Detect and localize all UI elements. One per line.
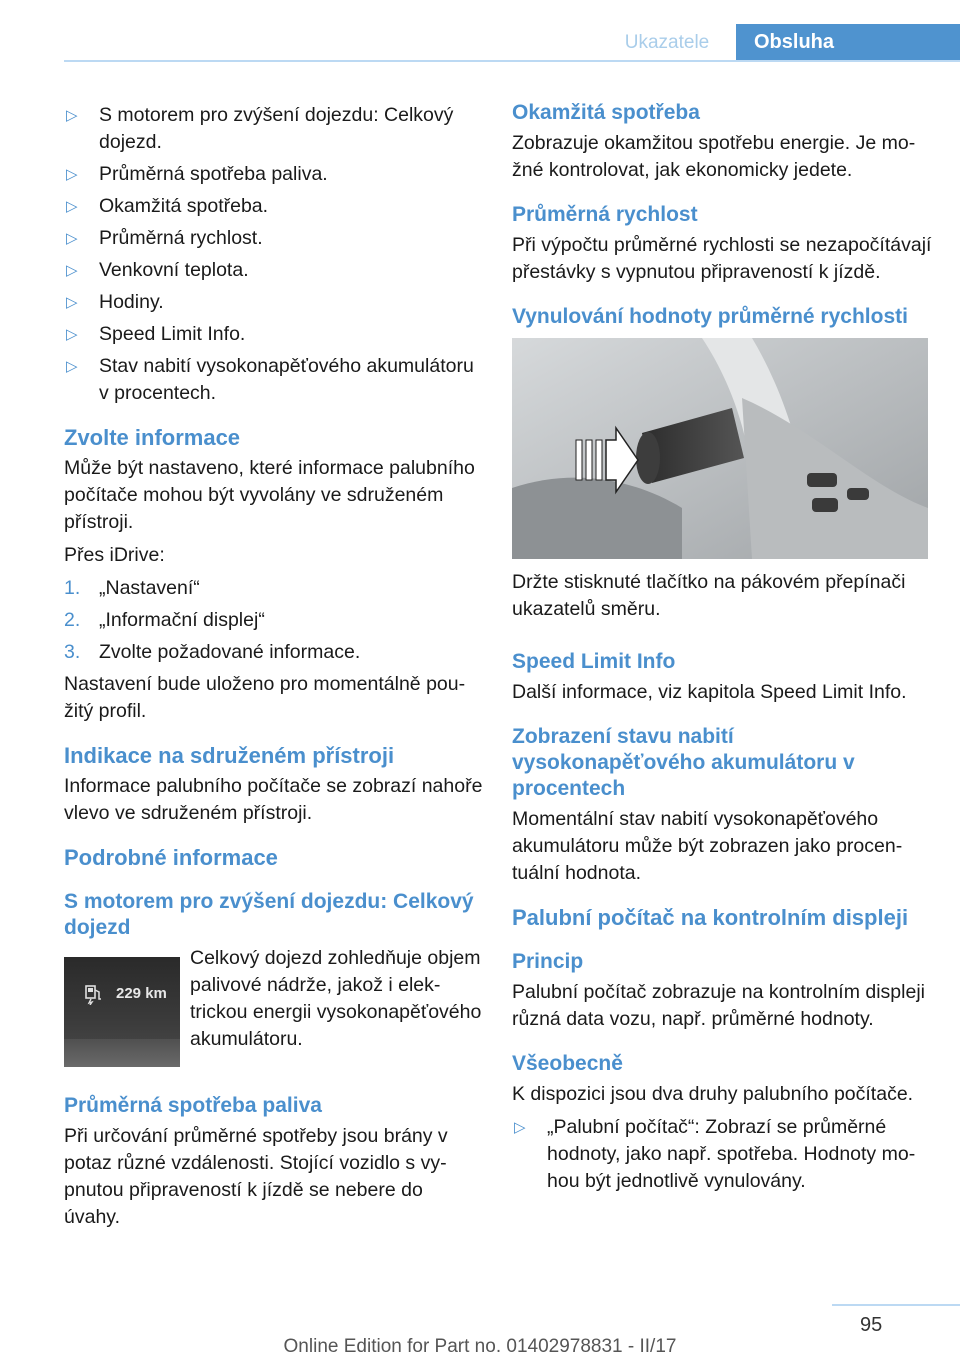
paragraph: Informace palubního počítače se zobrazí nahoře vlevo ve sdruženém přístroji. <box>64 775 483 824</box>
range-display-image <box>64 957 180 1067</box>
paragraph: Celkový dojezd zohledňuje objem palivové nádrže, jakož i elektrickou energii vysokonapěťového akumulátoru. <box>190 947 482 1050</box>
list-item: ▷ Průměrná rychlost. <box>64 225 484 252</box>
steps-list <box>64 575 484 666</box>
heading-podrobne-informace: Podrobné informace <box>64 845 278 870</box>
triangle-bullet-icon: ▷ <box>66 230 78 247</box>
edition-footer: Online Edition for Part no. 01402978831 - II/17 <box>283 1336 677 1357</box>
heading-indikace: Indikace na sdruženém přístroji <box>64 743 395 768</box>
list-item: ▷ Venkovní teplota. <box>64 257 484 284</box>
left-column <box>64 102 484 1237</box>
triangle-bullet-icon: ▷ <box>66 326 78 343</box>
triangle-bullet-icon: ▷ <box>66 107 78 124</box>
step-item: 2. „Informační displej“ <box>64 609 265 631</box>
list-item: ▷ Okamžitá spotřeba. <box>64 193 484 220</box>
display-strip <box>64 1039 180 1067</box>
paragraph: Palubní počítač zobrazuje na kontrolním displeji různá data vozu, např. průměrné hodnoty. <box>512 981 925 1030</box>
list-item: ▷ Speed Limit Info. <box>64 321 484 348</box>
footer-divider <box>832 1304 960 1306</box>
heading-princip: Princip <box>512 950 584 973</box>
paragraph: Momentální stav nabití vysokonapěťového akumulátoru může být zobrazen jako procentuální hodnota. <box>512 808 903 884</box>
paragraph: Může být nastaveno, které informace palubního počítače mohou být vyvolány ve sdruženém přístroji. <box>64 457 475 533</box>
fuel-electric-icon <box>82 983 104 1005</box>
tab-ukazatele[interactable]: Ukazatele <box>624 32 710 53</box>
heading-zvolte-informace: Zvolte informace <box>64 425 241 450</box>
range-value: 229 km <box>116 985 167 1002</box>
list-item: ▷ S motorem pro zvýšení dojezdu: Celkový dojezd. <box>66 104 454 153</box>
paragraph: Nastavení bude uloženo pro momentálně použitý profil. <box>64 673 466 722</box>
paragraph: Při výpočtu průměrné rychlosti se nezapočítávají přestávky s vypnutou připraveností k jízdě. <box>512 234 932 283</box>
heading-prumerna-spotreba-paliva: Průměrná spotřeba paliva <box>64 1094 322 1117</box>
info-bullet-list <box>64 102 484 407</box>
triangle-bullet-icon: ▷ <box>514 1119 526 1136</box>
header-divider <box>64 60 960 62</box>
paragraph: Držte stisknuté tlačítko na pákovém přepínači ukazatelů směru. <box>512 571 906 620</box>
heading-stav-nabiti: Zobrazení stavu nabití vysokonapěťového akumulátoru v procentech <box>512 725 855 800</box>
heading-vseobecne: Všeobecně <box>512 1052 623 1075</box>
heading-speed-limit-info: Speed Limit Info <box>512 650 676 673</box>
tab-obsluha[interactable]: Obsluha <box>736 24 960 60</box>
triangle-bullet-icon: ▷ <box>66 198 78 215</box>
turn-signal-lever-photo <box>512 338 928 559</box>
list-item: ▷ Hodiny. <box>64 289 484 316</box>
range-block <box>64 945 484 1067</box>
triangle-bullet-icon: ▷ <box>66 358 78 375</box>
paragraph: Zobrazuje okamžitou spotřebu energie. Je možné kontrolovat, jak ekonomicky jedete. <box>512 132 916 181</box>
triangle-bullet-icon: ▷ <box>66 294 78 311</box>
heading-vynulovani: Vynulování hodnoty průměrné rychlosti <box>512 305 908 328</box>
page-number: 95 <box>860 1314 883 1336</box>
heading-celkovy-dojezd: S motorem pro zvýšení dojezdu: Celkový dojezd <box>64 890 474 939</box>
list-item: ▷ Průměrná spotřeba paliva. <box>64 161 484 188</box>
right-column <box>512 100 932 1200</box>
list-item: ▷ „Palubní počítač“: Zobrazí se průměrné hodnoty, jako např. spotřeba. Hodnoty mohou být jednotlivě vynulovány. <box>514 1116 916 1192</box>
paragraph: Při určování průměrné spotřeby jsou brány v potaz různé vzdálenosti. Stojící vozidlo s vypnutou připraveností k jízdě se nebere do úvahy. <box>64 1125 448 1228</box>
paragraph: Přes iDrive: <box>64 544 165 566</box>
computer-types-list <box>512 1114 932 1195</box>
heading-palubni-pocitac: Palubní počítač na kontrolním displeji <box>512 905 909 930</box>
triangle-bullet-icon: ▷ <box>66 166 78 183</box>
step-item: 3. Zvolte požadované informace. <box>64 641 361 663</box>
step-item: 1. „Nastavení“ <box>64 577 200 599</box>
paragraph: Další informace, viz kapitola Speed Limit Info. <box>512 681 907 703</box>
paragraph: K dispozici jsou dva druhy palubního počítače. <box>512 1083 914 1105</box>
list-item: ▷ Stav nabití vysokonapěťového akumulátoru v procentech. <box>66 355 474 404</box>
heading-okamzita-spotreba: Okamžitá spotřeba <box>512 101 700 124</box>
triangle-bullet-icon: ▷ <box>66 262 78 279</box>
heading-prumerna-rychlost: Průměrná rychlost <box>512 203 698 226</box>
